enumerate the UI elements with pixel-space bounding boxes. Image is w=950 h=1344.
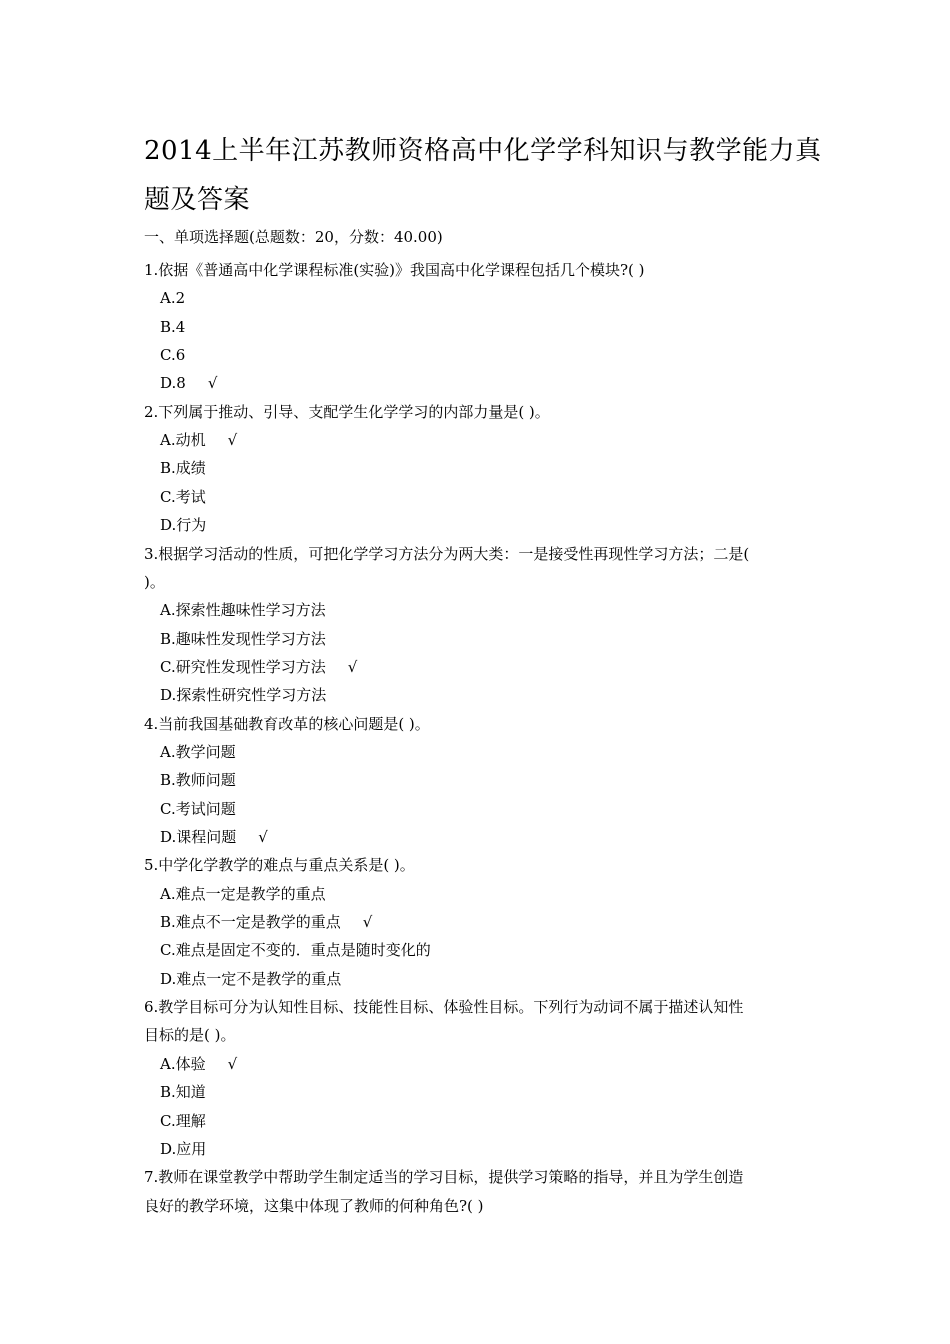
option-text: B.成绩: [160, 459, 206, 477]
answer-option: [160, 827, 268, 847]
option-text: C.6: [160, 346, 186, 364]
option-text: C.难点是固定不变的．重点是随时变化的: [160, 941, 431, 959]
question-stem: 7.教师在课堂教学中帮助学生制定适当的学习目标，提供学习策略的指导，并且为学生创造: [144, 1168, 744, 1186]
question-stem: 4.当前我国基础教育改革的核心问题是( )。: [144, 715, 430, 733]
option-text: D.难点一定不是教学的重点: [160, 970, 342, 988]
answer-option: [160, 742, 236, 762]
question-stem: 目标的是( )。: [144, 1026, 236, 1044]
answer-option: [160, 969, 341, 989]
answer-option: [160, 288, 185, 308]
answer-option: [160, 685, 326, 705]
correct-answer-check-icon: √: [362, 913, 373, 931]
answer-option: [160, 515, 206, 535]
option-text: A.难点一定是教学的重点: [160, 885, 326, 903]
correct-answer-check-icon: √: [227, 431, 238, 449]
answer-option: [160, 1111, 206, 1131]
answer-option: [160, 487, 206, 507]
answer-option: [160, 657, 357, 677]
section-heading: 一、单项选择题(总题数：20，分数：40.00): [144, 228, 443, 246]
answer-option: [160, 770, 236, 790]
option-text: D.8: [160, 374, 186, 392]
question-stem: 良好的教学环境，这集中体现了教师的何种角色?( ): [144, 1197, 484, 1215]
correct-answer-check-icon: √: [207, 374, 218, 392]
option-text: A.探索性趣味性学习方法: [160, 601, 326, 619]
answer-option: [160, 884, 326, 904]
answer-option: [160, 458, 206, 478]
option-text: C.理解: [160, 1112, 206, 1130]
option-text: B.知道: [160, 1083, 206, 1101]
answer-option: [160, 430, 237, 450]
option-text: A.2: [160, 289, 186, 307]
correct-answer-check-icon: √: [347, 658, 358, 676]
option-text: A.动机: [160, 431, 206, 449]
answer-option: [160, 1139, 206, 1159]
option-text: C.考试: [160, 488, 206, 506]
answer-option: [160, 940, 431, 960]
answer-option: [160, 912, 372, 932]
question-stem: 5.中学化学教学的难点与重点关系是( )。: [144, 856, 415, 874]
answer-option: [160, 629, 326, 649]
document-title-line-1: 2014上半年江苏教师资格高中化学学科知识与教学能力真: [144, 136, 822, 166]
document-title-line-2: 题及答案: [144, 185, 251, 215]
answer-option: [160, 317, 185, 337]
option-text: B.趣味性发现性学习方法: [160, 630, 326, 648]
question-stem: 2.下列属于推动、引导、支配学生化学学习的内部力量是( )。: [144, 403, 550, 421]
option-text: D.探索性研究性学习方法: [160, 686, 327, 704]
answer-option: [160, 373, 217, 393]
option-text: B.教师问题: [160, 771, 236, 789]
option-text: D.课程问题: [160, 828, 237, 846]
option-text: B.4: [160, 318, 186, 336]
option-text: A.体验: [160, 1055, 206, 1073]
correct-answer-check-icon: √: [227, 1055, 238, 1073]
option-text: A.教学问题: [160, 743, 236, 761]
option-text: B.难点不一定是教学的重点: [160, 913, 341, 931]
option-text: D.行为: [160, 516, 207, 534]
question-stem: 3.根据学习活动的性质，可把化学学习方法分为两大类：一是接受性再现性学习方法；二是(: [144, 545, 750, 563]
question-stem: 1.依据《普通高中化学课程标准(实验)》我国高中化学课程包括几个模块?( ): [144, 261, 645, 279]
option-text: D.应用: [160, 1140, 207, 1158]
answer-option: [160, 799, 236, 819]
correct-answer-check-icon: √: [258, 828, 268, 846]
question-stem: )。: [144, 573, 165, 591]
answer-option: [160, 345, 185, 365]
answer-option: [160, 1082, 206, 1102]
answer-option: [160, 1054, 237, 1074]
option-text: C.研究性发现性学习方法: [160, 658, 326, 676]
answer-option: [160, 600, 326, 620]
question-stem: 6.教学目标可分为认知性目标、技能性目标、体验性目标。下列行为动词不属于描述认知性: [144, 998, 744, 1016]
option-text: C.考试问题: [160, 800, 236, 818]
